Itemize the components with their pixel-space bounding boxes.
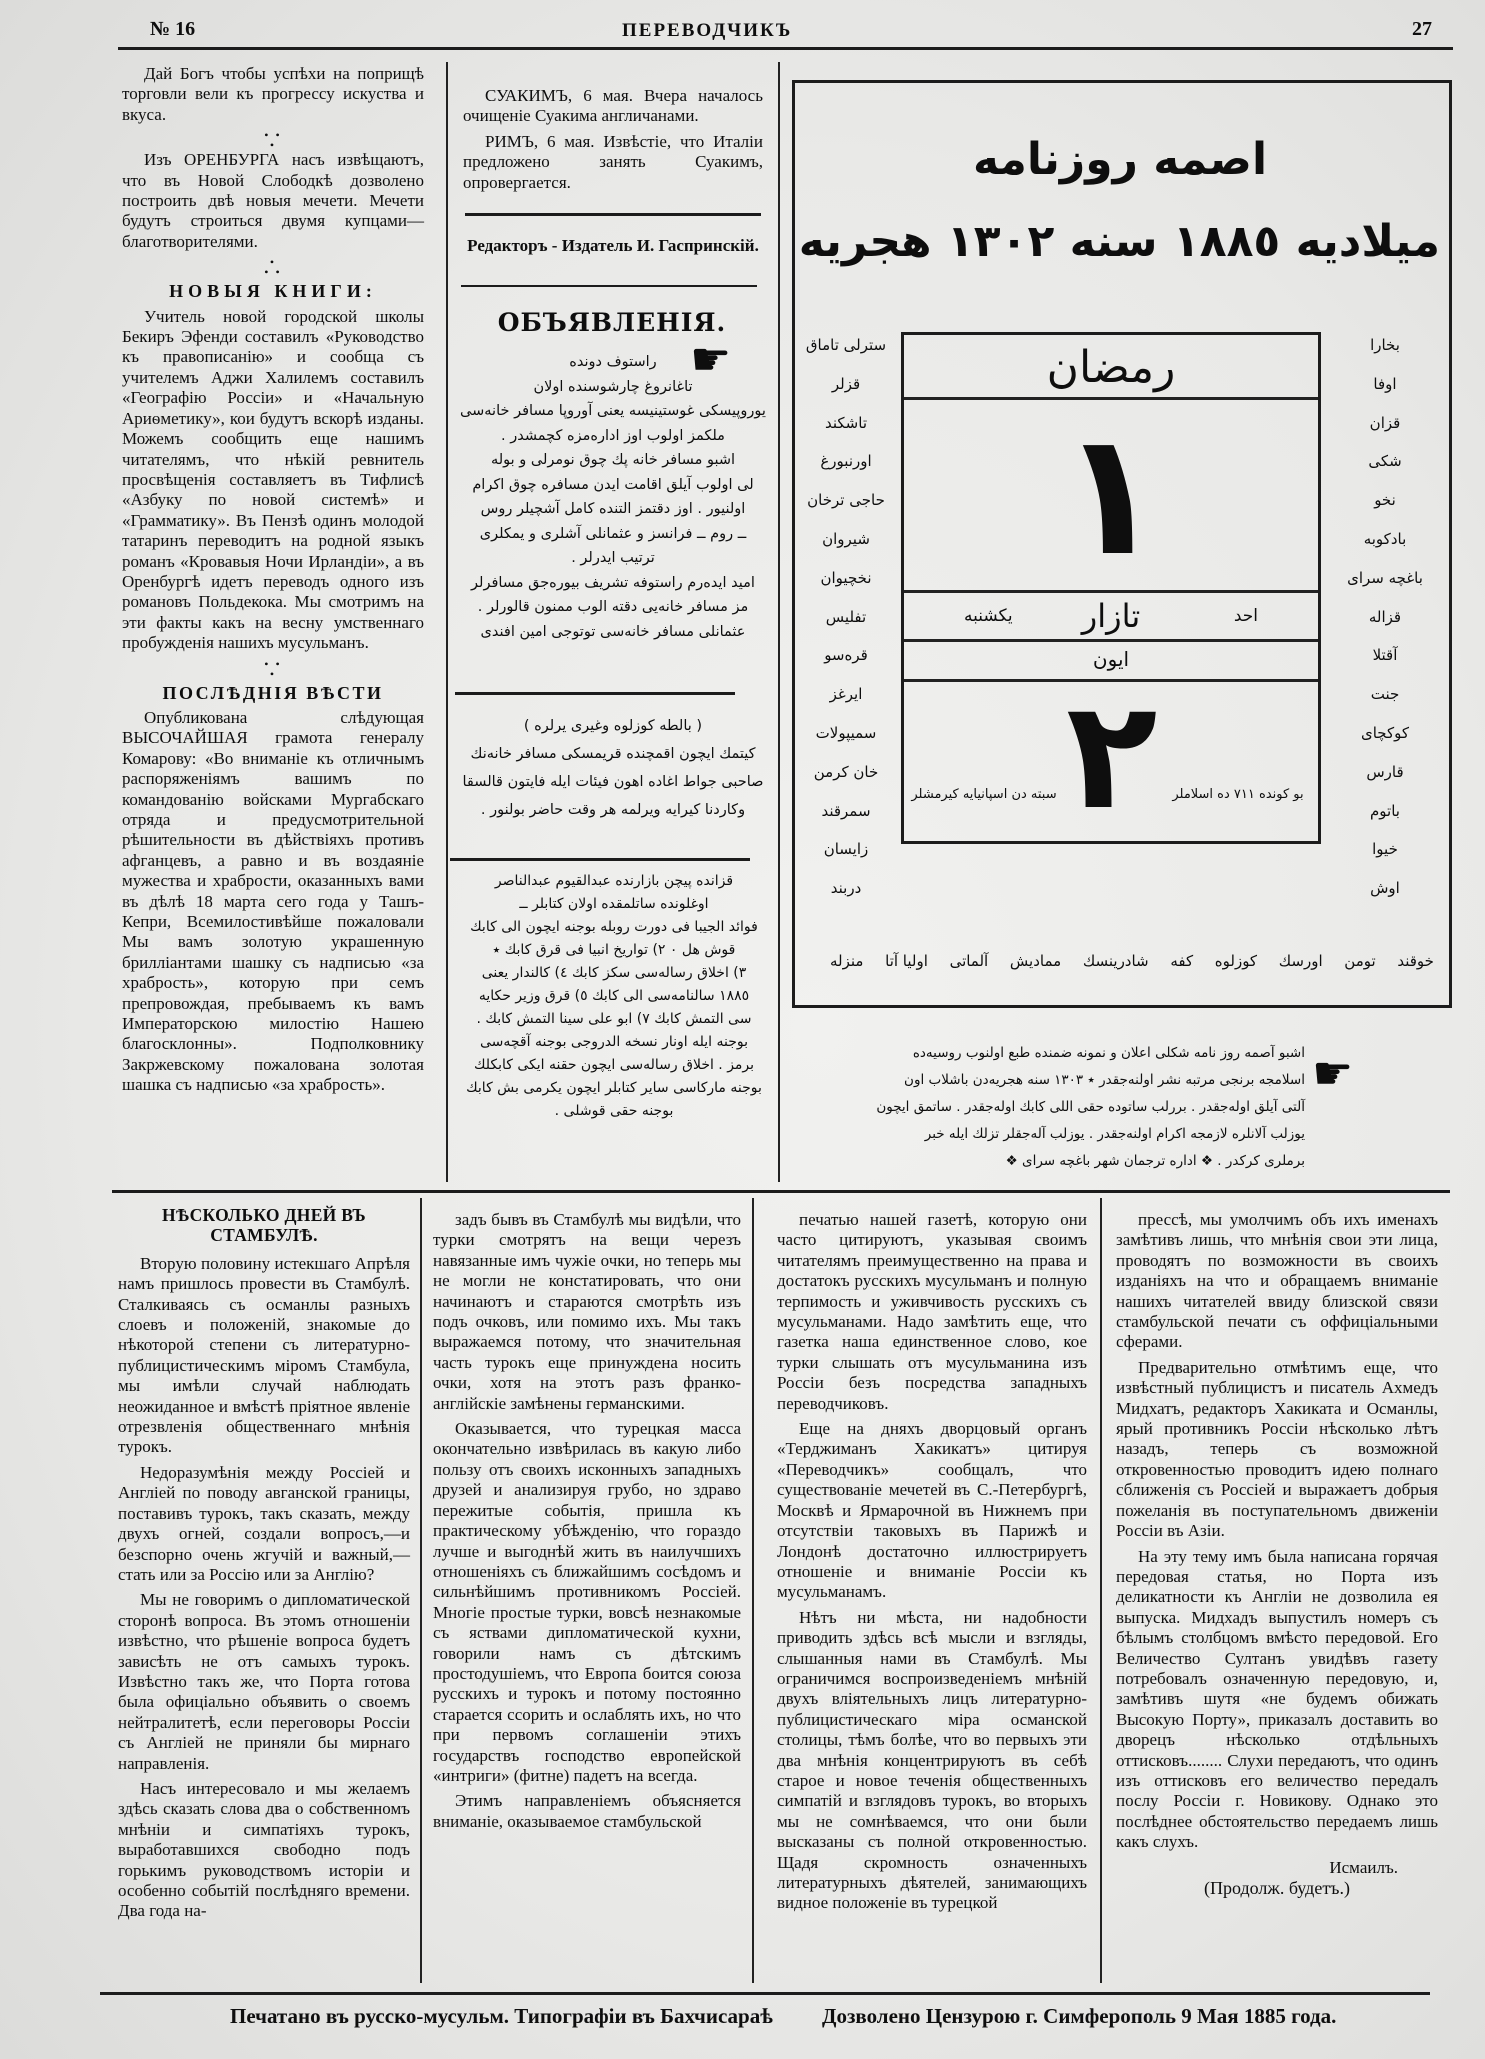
gregorian-month: ايون — [904, 639, 1318, 682]
hijri-day: ١ — [1059, 396, 1163, 594]
city-name: خان كرمن — [813, 762, 879, 781]
city-name: تومن — [1344, 952, 1376, 970]
section-rule — [112, 1190, 1450, 1193]
calendar-title: اصمه روزنامه — [972, 134, 1268, 185]
column-2 — [463, 86, 763, 198]
to-be-continued: (Продолж. будетъ.) — [1204, 1878, 1350, 1898]
history-note-left: سبته دن اسپانيايه كيرمشلر — [911, 787, 1057, 802]
city-name: اورنبورغ — [820, 452, 872, 471]
text-line: فوائد الجيبا فى دورت روبله بوجنه ايچون الى كابك — [470, 919, 758, 935]
history-note-right: بو كونده ٧١١ ده اسلاملر — [1172, 787, 1304, 802]
city-name: كفه — [1170, 952, 1194, 970]
city-name: منزله — [830, 952, 864, 970]
city-name: سميپولات — [815, 723, 877, 742]
paragraph: Опубликована слѣдующая ВЫСОЧАЙШАЯ грамота генералу Комарову: «Во вниманіе къ отличнымъ распоряженіямъ вашимъ по командованію войсками Мургабскаго отряда и предусмотрительной рѣшительности въ дѣйствіяхъ противъ афганцевъ, а равно и въ воздаяніе мужества и храбрости, оказанныхъ вами въ дѣлѣ 18 марта сего года у Ташъ-Кепри, Всемилостивѣйше пожаловали Мы вамъ золотую украшенную брилліантами шашку съ надписью «за храбрость», которую при семъ препровождая, пребываемъ къ вамъ Императорскою милостію Нашею благосклонны». Подполковнику Закржевскому пожалована золотая шашка съ надписью «за храбрость». — [122, 707, 424, 1095]
column-rule — [778, 62, 780, 1182]
paragraph: печатью нашей газетѣ, которую они часто цитируютъ, указывая своимъ читателямъ преимущественно на права и достатокъ русскихъ мусульманъ и полную терпимость и уживчивость русскихъ съ мусульманами. Надо замѣтить еще, что газетка наша единственное слово, кое турки слышать отъ мусульманина изъ Россіи безъ посредства западныхъ переводчиковъ. — [777, 1210, 1087, 1413]
text-line: ١٨٨٥ سالنامه‌سى الى كابك ٥) قرق وزير حكايه — [478, 988, 750, 1004]
text-line: ( بالطه كوزلوه وغيرى يرلره ) — [523, 718, 703, 734]
city-name: اوليا آتا — [885, 952, 928, 970]
paragraph: Мы не говоримъ о дипломатической сторонѣ вопроса. Въ этомъ отношеніи извѣстно, что рѣшеніе вопроса будетъ зависѣть не отъ самыхъ турокъ. Извѣстно такъ же, что Порта готова была офиціально объявить о своемъ нейтралитетѣ, если переговоры Россіи съ Англіей не приняли бы мирнаго направленія. — [118, 1590, 410, 1773]
city-name: بادكوبه — [1363, 529, 1407, 548]
city-name: قرەسو — [824, 646, 868, 665]
article-column-b — [433, 1210, 741, 1837]
text-line: قزانده پيچن بازارنده عبدالقيوم عبدالناصر — [494, 873, 734, 889]
paragraph: Нѣтъ ни мѣста, ни надобности приводить здѣсь всѣ мысли и взгляды, слышанныя нами въ Стамбулѣ. Мы ограничимся воспроизведеніемъ мнѣній двухъ вліятельныхъ лицъ литературно-публицистическаго міра османской столицы, тѣмъ болѣе, что во первыхъ эти два мнѣнія концентрируютъ въ себѣ старое и новое теченія общественныхъ симпатій и взглядовъ турокъ, во вторыхъ мы не сомнѣваемся, что они были высказаны съ полной откровенностью. Щадя скромность означенныхъ литературныхъ дѣятелей, занимающихъ видное положеніе въ турецкой — [777, 1607, 1087, 1913]
issue-number: № 16 — [150, 18, 196, 40]
article-column-a — [118, 1205, 410, 1927]
text-line: ترتيب ايدرلر . — [571, 550, 655, 566]
article-column-c — [777, 1210, 1087, 1919]
divider — [450, 858, 750, 861]
censor-imprint: Дозволено Цензурою г. Симферополь 9 Мая 1885 года. — [822, 2004, 1337, 2028]
separator-dots: • • • — [264, 656, 282, 681]
paragraph: Учитель новой городской школы Бекиръ Эфенди составилъ «Руководство къ правописанію» и сообща съ учителемъ Аджи Халилемъ составилъ «Географію Россіи» и «Начальную Ариѳметику», кои будутъ вскорѣ изданы. Можемъ сообщить еще нашимъ читателямъ, что нѣкій ревнитель просвѣщенія составляетъ въ Тифлисѣ «Азбуку по новой системѣ» и «Грамматику». Въ Пензѣ одинъ молодой татаринъ переводитъ на родной языкъ романъ «Кровавыя Ночи Ирландіи», а въ Оренбургѣ идетъ переводъ одного изъ романовъ Польдекока. Мы смотримъ на эти факты какъ на весну умственнаго пробужденія нашихъ мусульманъ. — [122, 306, 424, 653]
text-line: بوجنه ماركاسى ساير كتابلر ايچون يكرمى بش كابك — [466, 1080, 762, 1096]
city-name: باغچه سراى — [1347, 568, 1423, 587]
paragraph: Изъ ОРЕНБУРГА насъ извѣщаютъ, что въ Новой Слободкѣ дозволено построить двѣ новыя мечети. Мечети будутъ строиться двумя купцами—благотворителями. — [122, 150, 424, 251]
city-name: شادرينسك — [1082, 952, 1149, 970]
text-line: كيتمك ايچون اقمچنده قريمسكى مسافر خانه‌نك — [470, 746, 756, 762]
separator-dots: • • • — [264, 128, 282, 153]
text-line: عثمانلى مسافر خانه‌سى توتوجى امين افندى — [480, 623, 746, 640]
article-title: НѢСКОЛЬКО ДНЕЙ ВЪ СТАМБУЛѢ. — [162, 1205, 366, 1246]
column-rule — [446, 62, 448, 1182]
text-line: آلتى آيلق اولەجقدر . بررلب ساتوده حقى اللى كابك اولەجقدر . ساتمق ايچون — [876, 1099, 1305, 1115]
ad-carriage-rental — [458, 712, 768, 824]
text-line: اشبو آصمه روز نامه شكلى اعلان و نمونه ضمنده طبع اولنوب روسيه‌ده — [912, 1045, 1305, 1061]
text-line: وكاردنا كيرايه ويرلمه هر وقت حاضر بولنور . — [480, 802, 746, 818]
city-name: اورسك — [1278, 952, 1323, 970]
hijri-month: رمضان — [904, 339, 1318, 400]
pointing-hand-icon: ☚ — [1312, 1046, 1354, 1100]
header-rule — [118, 47, 1453, 50]
city-name: خيوا — [1372, 840, 1398, 859]
paragraph: Оказывается, что турецкая масса окончательно извѣрилась въ какую либо пользу отъ своихъ исконныхъ западныхъ друзей и анализируя грубо, но здраво пережитые событія, пришла къ практическому убѣжденію, что гораздо лучше и выгоднѣй жить въ наилучшихъ отношеніяхъ съ ближайшимъ сосѣдомъ и сильнѣйшимъ противникомъ Россіей. Многіе простые турки, вовсѣ незнакомые съ яствами дипломатической кухни, говорили намъ съ дѣтскимъ простодушіемъ, что Европа боится союза русскихъ и турокъ и потому постоянно старается ссорить и ослаблять ихъ, но что при первомъ соглашеніи этихъ государствъ господство европейской «интриги» (фитне) падетъ на всегда. — [433, 1419, 741, 1785]
city-name: شيروان — [822, 529, 870, 548]
text-line: بوجنه حقى قوشلى . — [554, 1103, 674, 1119]
editor-publisher: Редакторъ - Издатель И. Гаспринскій. — [467, 236, 759, 255]
city-name: تفليس — [825, 607, 867, 626]
text-line: اميد ايدەرم راستوفه تشريف بيورەجق مسافرلر — [471, 574, 755, 591]
text-line: اولنيور . اوز دقتمز التنده كامل آشچيلر روس — [480, 501, 746, 517]
printer-imprint: Печатано въ русско-мусульм. Типографіи въ Бахчисараѣ — [230, 2004, 773, 2028]
weekday-arabic: احد — [1233, 606, 1258, 626]
paragraph: На эту тему имъ была написана горячая передовая статья, но Порта изъ деликатности къ Англіи не дозволила ея выпуска. Мидхадъ выпустилъ номеръ съ бѣлымъ столбцомъ вмѣсто передовой. Его Величество Султанъ увидѣвъ газету потребовалъ означенную передовую, и, замѣтивъ шутя «не будемъ обижать Высокую Порту», приказалъ доставить во дворецъ нѣсколько отдѣльныхъ оттисковъ........ Слухи передаютъ, что одинъ изъ оттисковъ его величество передалъ послу Россіи г. Новикову. Однако это послѣднее обстоятельство передаемъ лишь какъ слухъ. — [1116, 1546, 1438, 1852]
page-number: 27 — [1412, 18, 1432, 40]
gregorian-day: ٢ — [1066, 669, 1158, 843]
paragraph: РИМЪ, 6 мая. Извѣстіе, что Италіи предложено занять Суакимъ, опровергается. — [463, 131, 763, 192]
city-name: كوكچاى — [1360, 723, 1410, 742]
text-line: يوزلب آلانلره لازمجه اكرام اولنەجقدر . يوزلب آلەجقلر تزلك ايله خبر — [924, 1126, 1305, 1142]
city-name: ايرغز — [829, 685, 863, 704]
article-column-d — [1116, 1210, 1438, 1898]
text-line: اسلامجه برنجى مرتبه نشر اولنەجقدر ٭ ١٣٠٣ سنه هجريه‌دن باشلاب اون — [904, 1072, 1305, 1088]
city-name: قارس — [1366, 762, 1404, 781]
city-name: دربند — [830, 879, 862, 898]
text-line: اوغلونده ساتلمقده اولان كتابلر ــ — [519, 896, 709, 912]
cities-left — [796, 330, 896, 912]
text-line: راستوف دونده — [569, 354, 657, 370]
paragraph: Дай Богъ чтобы успѣхи на поприщѣ торговли вели къ прогрессу искуства и вкуса. — [122, 64, 424, 124]
section-heading-latest-news: ПОСЛѢДНІЯ ВѢСТИ — [162, 682, 384, 703]
city-name: سترلى تاماق — [805, 336, 887, 354]
text-line: مز مسافر خانه‌يى دقته الوب ممنون قالورلر . — [477, 599, 749, 615]
text-line: قوش هل ٠ ٢) تواريخ انبيا فى قرق كابك ٭ — [492, 942, 736, 958]
text-line: برمز . اخلاق رساله‌سى ايچون حقنه ايكى كابكلك — [473, 1057, 755, 1073]
column-rule — [420, 1198, 422, 1983]
cities-bottom — [830, 952, 1434, 970]
city-name: مماديش — [1009, 952, 1062, 970]
article-signature: Исмаилъ. — [1329, 1857, 1398, 1877]
footer-rule — [100, 1992, 1430, 1995]
city-name: جنت — [1370, 685, 1400, 704]
paragraph: Еще на дняхъ дворцовый органъ «Терджиманъ Хакикатъ» цитируя «Переводчикъ» сообщалъ, что существованіе мечетей въ С.-Петербургѣ, Москвѣ и Ярмарочной въ Нижнемъ при отсутствіи таковыхъ въ Парижѣ и Лондонѣ достаточно иллюстрируетъ отношеніе и вниманіе Россіи къ мусульманамъ. — [777, 1419, 1087, 1602]
paragraph: Предварительно отмѣтимъ еще, что извѣстный публицистъ и писатель Ахмедъ Мидхатъ, редакторъ Хакиката и Османлы, ярый противникъ Россіи нѣсколько лѣтъ назадъ, теперь съ возможной откровенностью проводитъ идею полнаго сближенія съ Россіей и выражаетъ добрыя пожеланія въ поступательномъ движеніи Россіи въ Азіи. — [1116, 1357, 1438, 1541]
column-1 — [122, 64, 424, 1101]
text-line: لى اولوب آيلق اقامت ايدن مسافره چوق اكرام — [472, 476, 754, 493]
city-name: بخارا — [1370, 336, 1400, 354]
city-name: باتوم — [1370, 801, 1400, 820]
paragraph: Этимъ направленіемъ объясняется вниманіе, оказываемое стамбульской — [433, 1791, 741, 1831]
city-name: تاشكند — [825, 413, 867, 432]
city-name: قزلر — [831, 374, 861, 393]
city-name: قزاله — [1368, 607, 1402, 626]
weekday-row — [904, 590, 1318, 642]
text-line: تاغانروغ چارشوسنده اولان — [533, 378, 693, 395]
city-name: قزان — [1369, 413, 1401, 432]
text-line: اشبو مسافر خانه پك چوق نومرلى و بوله — [490, 452, 736, 468]
text-line: بوجنه ايله اونار نسخه الدروجى بوجنه آقچه‌سى — [479, 1034, 749, 1050]
divider — [465, 213, 761, 216]
text-line: ملكمز اولوب اوز ادارەمزه كچمشدر . — [501, 427, 725, 444]
city-name: آقتلا — [1372, 646, 1398, 665]
paragraph: прессѣ, мы умолчимъ объ ихъ именахъ замѣтивъ лишь, что мнѣнія свои эти лица, проводятъ по возможности въ своихъ изданіяхъ на что и обращаемъ вниманіе нашихъ читателей ввиду близской связи стамбульской печати съ оффиціальными сферами. — [1116, 1210, 1438, 1352]
text-line: سى التمش كابك ٧) ابو على سينا التمش كابك . — [476, 1011, 752, 1027]
paragraph: СУАКИМЪ, 6 мая. Вчера началось очищеніе Суакима англичанами. — [463, 86, 763, 126]
city-name: اوفا — [1373, 374, 1397, 393]
city-name: نخچيوان — [820, 568, 872, 587]
day-card — [901, 332, 1321, 844]
section-heading-new-books: НОВЫЯ КНИГИ: — [169, 281, 377, 302]
city-name: نخو — [1374, 491, 1396, 510]
text-line: برملرى كركدر . ❖ اداره ترجمان شهر باغچه سراى ❖ — [1005, 1153, 1305, 1169]
ad-books-kazan — [458, 870, 770, 1123]
weekday-tatar: تازار — [1081, 597, 1141, 635]
paragraph: задъ бывъ въ Стамбулѣ мы видѣли, что турки смотрятъ на вещи черезъ навязанные имъ чужіе очки, но теперь мы не могли не констатировать, что они начинаютъ и стараются смотрѣть изъ подъ очковъ, или помимо ихъ. Мы такъ выражаемся потому, что значительная часть турокъ еще принуждена носить очки, хотя на этотъ разъ франко-англійскіе замѣнены германскими. — [433, 1210, 741, 1413]
city-name: كوزلوه — [1214, 952, 1258, 970]
text-line: يوروپيسكى غوستينيسه يعنى آوروپا مسافر خانه‌سى — [460, 403, 766, 419]
city-name: آلماتى — [949, 952, 989, 970]
divider — [461, 285, 757, 287]
city-name: زايسان — [823, 840, 869, 859]
calendar-announcement — [800, 1040, 1305, 1175]
calendar-year-line: ميلاديه ١٨٨٥ سنه ١٣٠٢ هجريه — [798, 216, 1440, 267]
text-line: صاحبى جواط اغاده اهون فيئات ايله فايتون قالسقا — [462, 774, 764, 790]
ads-heading: ОБЪЯВЛЕНІЯ. — [497, 308, 727, 337]
paragraph: Недоразумѣнія между Россіей и Англіей по поводу авганской границы, поставивъ турокъ, такъ сказать, между двухъ огней, создали вопросъ,—и безспорно очень жгучій и важный,—стать или за Россію или за Англію? — [118, 1462, 410, 1584]
city-name: اوش — [1370, 879, 1400, 898]
column-rule — [1100, 1198, 1102, 1983]
text-line: ٣) اخلاق رساله‌سى سكز كابك ٤) كالندار يعنى — [481, 965, 747, 981]
paragraph: Насъ интересовало и мы желаемъ здѣсь сказать слова два о собственномъ мнѣніи и симпатіяхъ турокъ, выработавшихся свободно подъ горькимъ руководствомъ исторіи и особенно событій послѣдняго времени. Два года на- — [118, 1778, 410, 1921]
weekday-persian: يكشنبه — [964, 606, 1013, 626]
pointing-hand-icon: ☚ — [690, 332, 732, 386]
paragraph: Вторую половину истекшаго Апрѣля намъ пришлось провести въ Стамбулѣ. Сталкиваясь съ османлы разныхъ слоевъ и положеній, знакомые до нѣкоторой степени съ литературно-публицистическимъ міромъ Стамбула, мы имѣли случай наблюдать неожиданное и вмѣстѣ пріятное явленіе отрезвленія общественнаго мнѣнія турокъ. — [118, 1253, 410, 1457]
city-name: حاجى ترخان — [807, 491, 885, 510]
newspaper-title: ПЕРЕВОДЧИКЪ — [622, 20, 793, 41]
city-name: شكى — [1368, 452, 1402, 471]
text-line: ــ روم ــ فرانسز و عثمانلى آشلرى و يمكلرى — [479, 525, 747, 542]
city-name: خوقند — [1397, 952, 1434, 970]
cities-right — [1330, 330, 1440, 912]
ad-hotel-rostov — [458, 350, 768, 644]
divider — [455, 692, 735, 695]
column-rule — [752, 1198, 754, 1983]
separator-dots: • • • — [264, 255, 282, 280]
city-name: سمرقند — [821, 801, 871, 820]
